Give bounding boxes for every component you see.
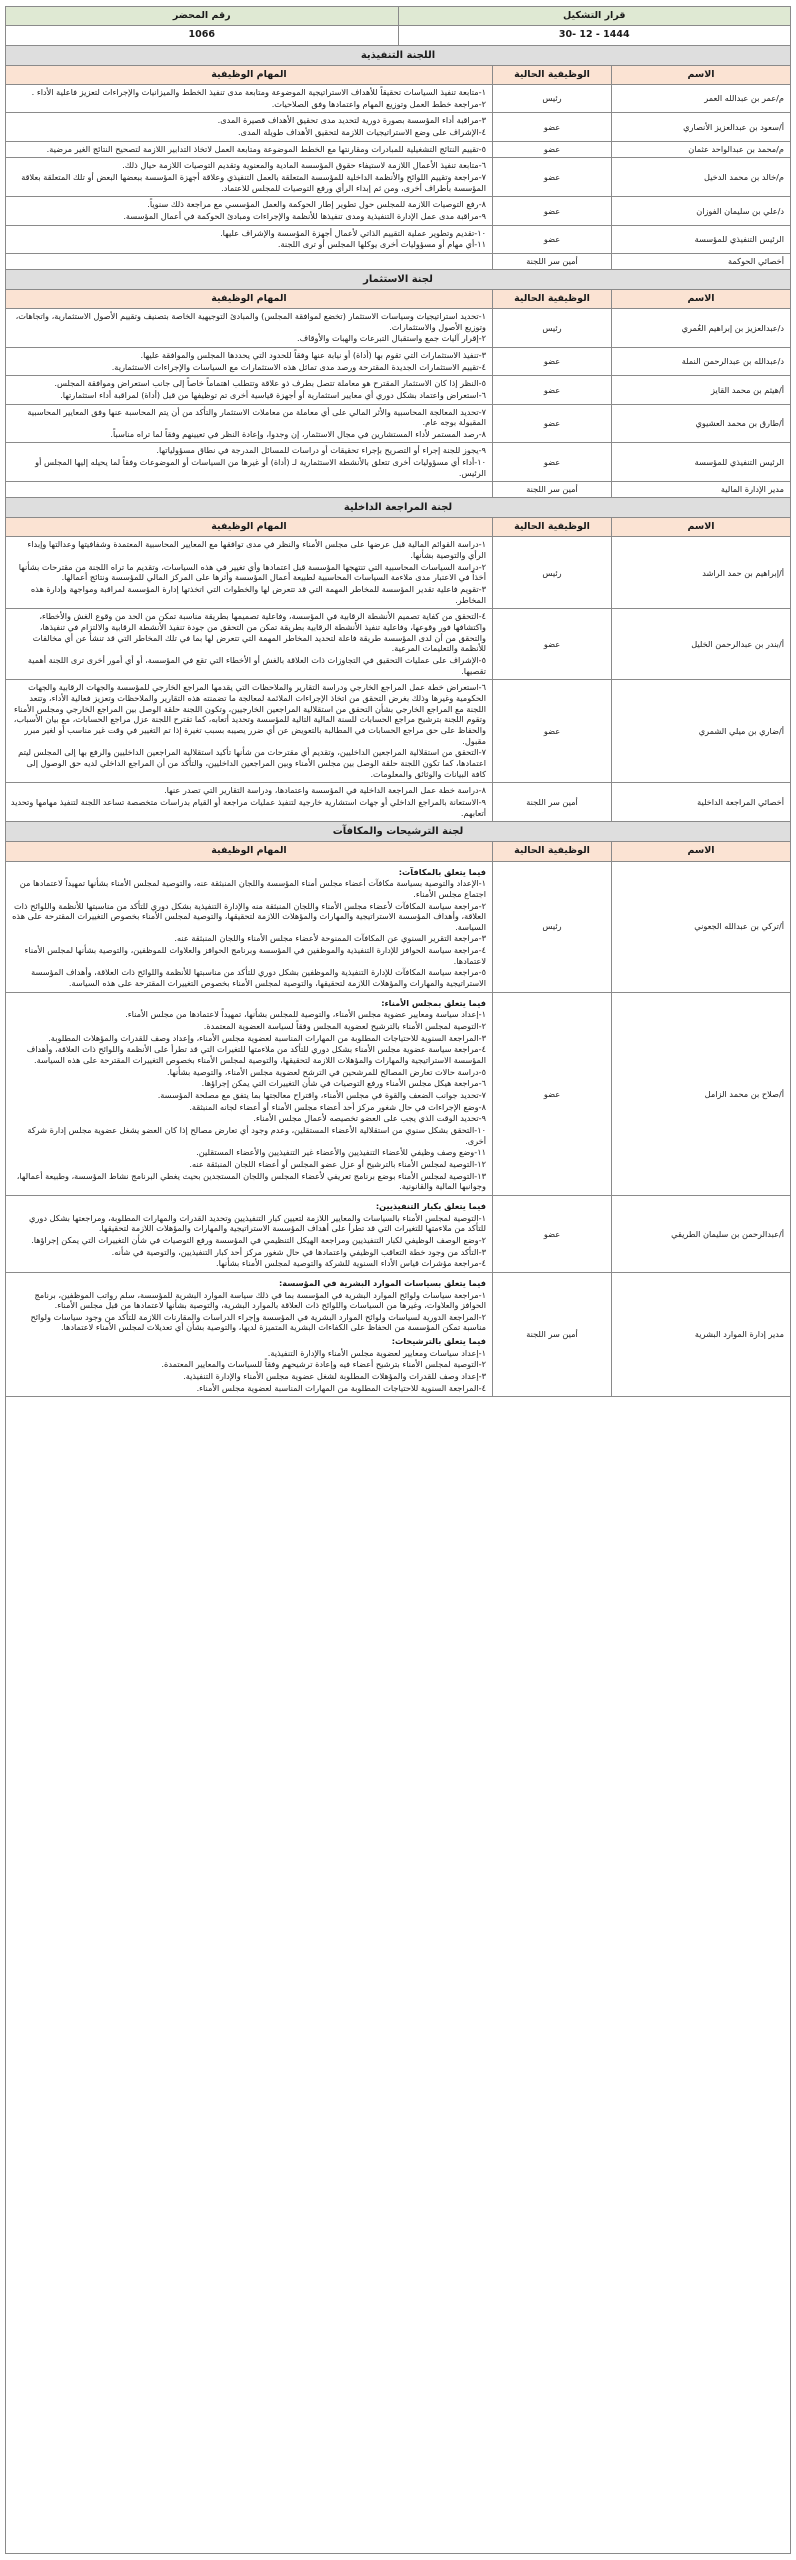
member-role: عضو xyxy=(492,113,612,140)
task-item: ١-الإعداد والتوصية بسياسة مكافآت أعضاء مجلس أمناء المؤسسة واللجان المنبثقة عنه، والتوصية لمجلس الأمناء بشأنها تمهيداً لاعتمادها من اجتماع مجلس الأمناء. xyxy=(19,878,486,899)
member-role: أمين سر اللجنة xyxy=(492,254,612,269)
task-item: ٦-مراجعة هيكل مجلس الأمناء ورفع التوصيات في شأن التغييرات التي يمكن إجراؤها. xyxy=(201,1078,486,1089)
task-item: ٩-تحديد الوقت الذي يجب على العضو تخصيصه لأعمال مجلس الأمناء. xyxy=(253,1113,486,1124)
task-item: ٤-مراجعة سياسة عضوية مجلس الأمناء بشكل دوري للتأكد من ملاءمتها للتغيرات التي قد تطرأ على الأنظمة واللوائح ذات العلاقة، وأهداف المؤسسة الاستراتيجية والمهارات والمؤهلات اللازمة لتحقيقها، والتوصية لمجلس الأمناء بخصوص التغييرات المقترحة على هذه السياسة. xyxy=(26,1044,486,1066)
task-item: ٨-وضع الإجراءات في حال شغور مركز أحد أعضاء مجلس الأمناء أو أعضاء لجانه المنبثقة. xyxy=(189,1101,486,1112)
member-tasks xyxy=(6,309,492,347)
table-row xyxy=(6,862,790,993)
member-tasks xyxy=(6,405,492,443)
column-header-row xyxy=(6,518,790,537)
sections-container xyxy=(6,46,790,1398)
task-item: ٢-التوصية لمجلس الأمناء بالترشيح لعضوية المجلس وفقاً لسياسة العضوية المعتمدة. xyxy=(203,1021,486,1032)
task-item: ٧-تحديد المعالجة المحاسبية والأثر المالي على أي معاملة من معاملات الاستثمار والتأكد من أن يتم المحاسبة عنها وفق المعايير المحاسبية المقبولة بوجه عام. xyxy=(27,406,486,428)
table-row xyxy=(6,197,790,225)
member-tasks xyxy=(6,197,492,224)
task-item: ٢-دراسة السياسات المحاسبية التي تنتهجها المؤسسة قبل اعتمادها وأي تغيير في هذه السياسات، وتقديم ما تراه اللجنة من مقترحات بشأنها أخذاً في الاعتبار مدى ملاءمة السياسات المحاسبية لطبيعة أعمال المؤسسة وأثرها على المركز المالي للمؤسسة ونتائج أعمالها. xyxy=(18,561,486,583)
task-item: ٦-استعراض خطة عمل المراجع الخارجي ودراسة التقارير والملاحظات التي يقدمها المراجع الخارجي للمؤسسة والجهات الرقابية والجهات الحكومية وغيرها وذلك بغرض التحقق من اتخاذ الإجراءات الملائمة لمعالجة ما تضمنته هذه التقارير والملاحظات وتعزيز فعالية الأداء، وتتعد اللجنة مع المراجع الخارجي بشأن التحقق من استقلالية المراجعين الخارجيين، وتكون اللجنة حلقة الوصل بين المراجع الخارجي ومجلس الأمناء وتقوم اللجنة بترشيح مراجع الحسابات للسنة المالية التالية للمؤسسة وتحديد أتعابه، كما تقترح اللجنة عزل مراجع الحسابات، مع بيان الأسباب، والحفاظ على حق مراجع الحسابات في المطالبة بالتعويض عن أي ضرر يصيبه بسبب تغيرة إذا تم التغيير في وقت غير مناسب أو لغير مبرر مقبول. xyxy=(13,682,486,746)
member-tasks xyxy=(6,537,492,608)
member-name: أخصائي المراجعة الداخلية xyxy=(697,796,784,807)
member-tasks xyxy=(6,783,492,821)
member-role: عضو xyxy=(492,226,612,253)
task-item: ٤-المراجعة السنوية للاحتياجات المطلوبة من المهارات المناسبة لعضوية مجلس الأمناء. xyxy=(196,1382,486,1393)
table-row xyxy=(6,348,790,376)
member-role: رئيس xyxy=(492,309,612,347)
member-name: م/عمر بن عبدالله العمر xyxy=(704,93,784,104)
member-name: أخصائي الحوكمة xyxy=(728,255,784,266)
member-name: أ/هيثم بن محمد القايز xyxy=(711,384,784,395)
member-tasks xyxy=(6,993,492,1195)
member-tasks xyxy=(6,254,492,269)
member-name: أ/تركي بن عبدالله الجعوني xyxy=(694,921,784,932)
member-name: م/محمد بن عبدالواحد عثمان xyxy=(688,144,784,155)
task-item: ١-متابعة تنفيذ السياسات تحقيقاً للأهداف الاستراتيجية الموضوعة ومتابعة مدى تنفيذ الخطط والميزانيات والإجراءات لتعزيز فاعلية الأداء . xyxy=(31,87,486,98)
task-item: ٨-رصد المستمر لأداء المستشارين في مجال الاستثمار، إن وجدوا، وإعادة النظر في تعيينهم وفقاً لما تراه مناسباً. xyxy=(110,428,486,439)
task-item: ١٢-التوصية لمجلس الأمناء بالترشيح أو عزل عضو المجلس أو أعضاء اللجان المنبثقة عنه. xyxy=(189,1158,486,1169)
member-role: عضو xyxy=(492,142,612,158)
table-row xyxy=(6,993,790,1196)
member-tasks xyxy=(6,609,492,679)
task-item: ١٣-التوصية لمجلس الأمناء بوضع برنامج تعريفي لأعضاء المجلس واللجان المستجدين بحيث يغطي البرنامج نشاط المؤسسة، وطبيعة أعمالها، وجوانبها المالية والقانونية. xyxy=(16,1170,486,1192)
table-row xyxy=(6,85,790,113)
table-row xyxy=(6,1273,790,1398)
document-header xyxy=(6,7,790,46)
table-row xyxy=(6,1196,790,1273)
member-role: عضو xyxy=(492,1196,612,1272)
column-header-row xyxy=(6,290,790,309)
task-item: ٥-مراجعة سياسة المكافآت للإدارة التنفيذية والموظفين بشكل دوري للتأكد من مناسبتها للأنظمة واللوائح ذات العلاقة، وأهداف المؤسسة الاستراتيجية والمهارات والمؤهلات اللازمة لتحقيقها، والتوصية لمجلس الأمناء بخصوص التغييرات المقترحة على هذه السياسة. xyxy=(31,967,486,989)
task-item: ٥-دراسة حالات تعارض المصالح للمرشحين في الترشح لعضوية مجلس الأمناء، والتوصية بشأنها. xyxy=(167,1066,486,1077)
member-tasks xyxy=(6,1196,492,1272)
task-item: ٢-المراجعة الدورية لسياسات ولوائح الموارد البشرية في المؤسسة وإجراء الدراسات والمقارنات اللازمة للتأكد من وجود سياسات ولوائح مناسبة تمكن المؤسسة من الحفاظ على الكفاءات البشرية المتميزة لديها، والتوصية بشأن أي تعديلات لمجلس الأمناء لاعتمادها. xyxy=(30,1311,486,1333)
task-group-heading: فيما يتعلق بسياسات الموارد البشرية في المؤسسة: xyxy=(279,1277,486,1288)
task-item: ٣-إعداد وصف للقدرات والمؤهلات المطلوبة لشغل عضوية مجلس الأمناء والإدارة التنفيذية. xyxy=(183,1371,486,1382)
task-item: ١-إعداد سياسات ومعايير لعضوية مجلس الأمناء والإدارة التنفيذية. xyxy=(267,1347,486,1358)
task-item: ١-دراسة القوائم المالية قبل عرضها على مجلس الأمناء والنظر في مدى توافقها مع المعايير المحاسبية المعتمدة وشفافيتها وعدالتها وإبداء الرأي والتوصية بشأنها. xyxy=(27,539,486,561)
column-header-tasks: المهام الوظيفية xyxy=(211,521,287,533)
task-item: ٥-النظر إذا كان الاستثمار المقترح هو معاملة تتصل بطرف ذو علاقة وتتطلب اهتماماً خاصاً إلى جانب استعراض وموافقة المجلس. xyxy=(54,378,486,389)
task-item: ١-التوصية لمجلس الأمناء بالسياسات والمعايير اللازمة لتعيين كبار التنفيذيين وتحديد القدرات والمهارات المطلوبة، ومراجعتها بشكل دوري للتأكد من ملاءمتها للتغيرات التي قد تطرأ على أهداف المؤسسة الاستراتيجية والمهارات والمؤهلات اللازمة لتحقيقها. xyxy=(29,1212,486,1234)
task-group-heading: فيما يتعلق بالمكافآت: xyxy=(398,866,486,877)
member-tasks xyxy=(6,376,492,403)
column-header-name: الاسم xyxy=(687,292,715,304)
member-role: عضو xyxy=(492,680,612,782)
task-item: ١٠-التحقق بشكل سنوي من استقلالية الأعضاء المستقلين، وعدم وجود أي تعارض مصالح إذا كان العضو يشغل عضوية مجلس إدارة شركة أخرى. xyxy=(27,1124,486,1146)
member-tasks xyxy=(6,680,492,782)
task-item: ٩-مراقبة مدى عمل الإدارة التنفيذية ومدى تنفيذها للأنظمة والإجراءات ومبادئ الحوكمة في أعمال المؤسسة. xyxy=(123,210,486,221)
member-name: أ/إبراهيم بن حمد الراشد xyxy=(702,567,784,578)
member-role: عضو xyxy=(492,348,612,375)
task-item: ٣-مراجعة التقرير السنوي عن المكافآت الممنوحة لأعضاء مجلس الأمناء واللجان المنبثقة عنه. xyxy=(174,933,486,944)
table-row xyxy=(6,376,790,404)
column-header-row xyxy=(6,66,790,85)
task-item: ٦-استعراض واعتماد بشكل دوري أي معايير استثمارية أو أجهزة قياسية أخرى تم توظيفها من قبل (أداة) لمراقبة أداء استثمارتها. xyxy=(60,389,486,400)
member-name: أ/صلاح بن محمد الزامل xyxy=(704,1088,784,1099)
table-row xyxy=(6,158,790,197)
task-item: ١١-أي مهام أو مسؤوليات أخرى يوكلها المجلس أو ترى اللجنة. xyxy=(277,239,486,250)
decision-value: 1444 - 12 -30 xyxy=(558,29,630,41)
member-name: أ/بندر بن عبدالرحمن الخليل xyxy=(691,639,784,650)
member-tasks xyxy=(6,226,492,253)
task-item: ٦-متابعة تنفيذ الأعمال اللازمة لاستيفاء حقوق المؤسسة المادية والمعنوية وتقديم التوصيات اللازمة حيال ذلك. xyxy=(122,160,486,171)
task-item: ٢-مراجعة سياسة المكافآت لأعضاء مجلس الأمناء واللجان المنبثقة منه والإدارة التنفيذية بشكل دوري للتأكد من مناسبتها للأنظمة واللوائح ذات العلاقة، وأهداف المؤسسة الاستراتيجية والمهارات والمؤهلات اللازمة لتحقيقها، والتوصية لمجلس الأمناء بخصوص التغييرات المقترحة على هذه السياسة. xyxy=(12,900,486,932)
member-role: عضو xyxy=(492,993,612,1195)
task-item: ٩-يجوز للجنة إجراء أو التصريح بإجراء تحقيقات أو دراسات للمسائل المدرجة في نطاق مسؤولياتها. xyxy=(156,445,486,456)
task-group-heading: فيما يتعلق بالترشيحات: xyxy=(391,1336,486,1347)
table-row xyxy=(6,113,790,141)
table-row xyxy=(6,226,790,254)
member-role: عضو xyxy=(492,158,612,196)
member-tasks xyxy=(6,85,492,112)
section-title: لجنة الاستثمار xyxy=(6,270,790,290)
member-name: أ/ضاري بن ميلي الشمري xyxy=(698,725,784,736)
member-role: رئيس xyxy=(492,862,612,992)
task-item: ٢-التوصية لمجلس الأمناء بترشيح أعضاء فيه وإعادة ترشيحهم وفقاً للسياسات والمعايير المعتمدة. xyxy=(161,1359,486,1370)
table-row xyxy=(6,309,790,348)
minutes-value: 1066 xyxy=(188,29,215,41)
task-item: ٨-رفع التوصيات اللازمة للمجلس حول تطوير إطار الحوكمة والعمل المؤسسي مع مراجعة ذلك سنوياً. xyxy=(147,199,486,210)
member-role: عضو xyxy=(492,405,612,443)
task-item: ١٠-أداء أي مسؤوليات أخرى تتعلق بالأنشطة الاستثمارية لـ (أداة) أو غيرها من السياسات أو الموضوعات وفقاً لما يحيله إليها المجلس أو الرئيس. xyxy=(35,457,486,478)
member-role: أمين سر اللجنة xyxy=(492,783,612,821)
member-name: الرئيس التنفيذي للمؤسسة xyxy=(694,457,784,468)
member-role: عضو xyxy=(492,376,612,403)
column-header-tasks: المهام الوظيفية xyxy=(211,292,287,304)
task-item: ٧-تحديد جوانب الضعف والقوة في مجلس الأمناء، واقتراح معالجتها بما يتفق مع مصلحة المؤسسة. xyxy=(157,1090,486,1100)
column-header-row xyxy=(6,842,790,861)
task-item: ١١-وضع وصف وظيفي للأعضاء التنفيذيين والأعضاء غير التنفيذيين والأعضاء المستقلين. xyxy=(196,1147,486,1158)
column-header-name: الاسم xyxy=(687,68,715,80)
column-header-tasks: المهام الوظيفية xyxy=(211,68,287,80)
member-role: عضو xyxy=(492,609,612,679)
column-header-role: الوظيفية الحالية xyxy=(492,842,612,860)
member-name: مدير إدارة الموارد البشرية xyxy=(694,1329,784,1340)
task-item: ٩-الاستعانة بالمراجع الداخلي أو جهات استشارية خارجية لتنفيذ عمليات مراجعة أو القيام بدراسات متخصصة تساعد اللجنة لتنفيذ مهامها وتحديد أتعابهم. xyxy=(10,796,486,818)
table-row xyxy=(6,609,790,680)
member-role: أمين سر اللجنة xyxy=(492,1273,612,1397)
member-name: أ/عبدالرحمن بن سليمان الطريقي xyxy=(671,1228,784,1239)
task-item: ٤-مراجعة مؤشرات قياس الأداء السنوية للشركة والتوصية لمجلس الأمناء بشأنها. xyxy=(216,1258,486,1269)
table-row xyxy=(6,537,790,609)
task-item: ١٠-تقديم وتطوير عملية التقييم الذاتي لأعمال أجهزة المؤسسة والإشراف عليها. xyxy=(220,227,486,238)
committees-table xyxy=(5,6,791,2554)
task-item: ٣-المراجعة السنوية للاحتياجات المطلوبة من المهارات المناسبة لعضوية مجلس الأمناء، وإعداد وصف للقدرات والمؤهلات المطلوبة. xyxy=(48,1032,486,1043)
task-item: ٧-مراجعة وتقييم اللوائح والأنظمة الداخلية للمؤسسة المتعلقة بالعمل التنفيذي وعلاقة أجهزة المؤسسة ببعضها البعض أو تلك المتعلقة بعلاقة المؤسسة بأطراف أخرى، ومن ثم إبداء الرأي ورفع التوصيات للمجلس للاعتماد. xyxy=(21,171,486,193)
member-name: د/علي بن سليمان الفوزان xyxy=(696,205,784,216)
member-tasks xyxy=(6,443,492,481)
task-item: ٤-مراجعة سياسة الحوافز للإدارة التنفيذية والموظفين في المؤسسة وبرنامج الحوافز والعلاوات للموظفين، والتوصية بشأنها لمجلس الأمناء لاعتمادها. xyxy=(24,945,486,966)
member-tasks xyxy=(6,348,492,375)
member-name: د/عبدالعزيز بن إبراهيم العُمري xyxy=(681,322,784,333)
column-header-role: الوظيفية الحالية xyxy=(492,290,612,308)
column-header-role: الوظيفية الحالية xyxy=(492,66,612,84)
table-row xyxy=(6,142,790,159)
task-item: ٢-وضع الوصف الوظيفي لكبار التنفيذيين ومراجعة الهيكل التنظيمي في المؤسسة ورفع التوصيات في شأن التغييرات التي يمكن إجراؤها. xyxy=(31,1234,486,1245)
member-role: أمين سر اللجنة xyxy=(492,482,612,497)
task-group-heading: فيما يتعلق بمجلس الأمناء: xyxy=(381,997,486,1008)
member-tasks xyxy=(6,482,492,497)
member-name: الرئيس التنفيذي للمؤسسة xyxy=(694,233,784,244)
member-name: مدير الإدارة المالية xyxy=(720,484,784,495)
task-item: ٨-دراسة خطة عمل المراجعة الداخلية في المؤسسة واعتمادها، ودراسة التقارير التي تصدر عنها. xyxy=(164,785,486,796)
task-item: ٤-التحقق من كفاية تصميم الأنشطة الرقابية في المؤسسة، وفاعلية تصميمها بطريقة مناسبة تمكن من الحد من وقوع الغش والأخطاء، واكتشافها فور وقوعها، وفاعلية تنفيذ الأنشطة الرقابية بطريقة تمكن من التحقق من جودة تنفيذ الأنشطة الرقابية والالتزام في تنفيذها، والتحقق من أن لدى المؤسسة طريقة فاعلة لتحديد المخاطر المهمة التي تتعرض لها بما في تلك المخاطر التي قد تنشأ عن أي مخالفات للأنظمة والتعليمات المرعية. xyxy=(32,611,486,654)
table-row xyxy=(6,443,790,482)
task-item: ٤-تقييم الاستثمارات الجديدة المقترحة ورصد مدى تماثل هذه الاستثمارات مع السياسات والإجراءات الاستثمارية. xyxy=(111,361,486,372)
member-role: رئيس xyxy=(492,85,612,112)
table-row xyxy=(6,405,790,444)
task-item: ٣-تنفيذ الاستثمارات التي تقوم بها (أداة) أو نيابة عنها وفقاً للحدود التي يحددها المجلس والموافقة عليها. xyxy=(140,349,486,360)
table-row xyxy=(6,680,790,783)
task-item: ٥-الإشراف على عمليات التحقيق في التجاوزات ذات العلاقة بالغش أو الأخطاء التي تقع في المؤسسة، أو أي أمور أخرى ترى اللجنة أهمية تقصيها. xyxy=(27,655,486,676)
minutes-label: رقم المحضر xyxy=(6,7,398,26)
task-item: ١-إعداد سياسة ومعايير عضوية مجلس الأمناء، والتوصية للمجلس بشأنها، تمهيداً لاعتمادها من مجلس الأمناء. xyxy=(125,1009,486,1020)
task-item: ٥-تقييم النتائج التشغيلية للمبادرات ومقارنتها مع الخطط الموضوعة ومتابعة العمل لاتخاذ التدابير اللازمة لتصحيح النتائج الغير مرضية. xyxy=(46,143,486,154)
decision-label: قرار التشكيل xyxy=(399,7,791,26)
table-row xyxy=(6,783,790,822)
member-name: أ/طارق بن محمد العشيوي xyxy=(695,418,784,429)
member-tasks xyxy=(6,862,492,992)
task-item: ٧-التحقق من استقلالية المراجعين الداخليين، وتقديم أي مقترحات من شأنها تأكيد استقلالية المراجعين الداخليين والرفع بها إلى المجلس ليتم اعتمادها، كما تكون اللجنة حلقة الوصل بين مجلس الأمناء وبين المراجعين الداخليين، والتأكد من أن المراجع الداخلي لديه حق الوصول إلى كافة البيانات والوثائق والمعلومات. xyxy=(18,747,486,779)
member-name: أ/سعود بن عبدالعزيز الأنصاري xyxy=(683,121,784,132)
member-tasks xyxy=(6,1273,492,1397)
task-item: ١-تحديد استراتيجيات وسياسات الاستثمار (تخضع لموافقة المجلس) والمبادئ التوجيهية الخاصة بتصنيف وتقييم الأصول الاستثمارية، واتجاهات، وتوزيع الأصول والاستثمارات. xyxy=(15,310,486,332)
member-name: د/عبدالله بن عبدالرحمن النملة xyxy=(681,356,784,367)
task-item: ٣-مراقبة أداء المؤسسة بصورة دورية لتحديد مدى تحقيق الأهداف قصيرة المدى. xyxy=(217,115,486,126)
task-item: ٢-مراجعة خطط العمل وتوزيع المهام واعتمادها وفق الصلاحيات. xyxy=(271,98,486,109)
member-role: رئيس xyxy=(492,537,612,608)
member-role: عضو xyxy=(492,443,612,481)
column-header-name: الاسم xyxy=(687,845,715,857)
member-name: م/خالد بن محمد الدخيل xyxy=(704,171,784,182)
member-tasks xyxy=(6,158,492,196)
task-item: ٤-الإشراف على وضع الاستراتيجيات اللازمة لتحقيق الأهداف طويلة المدى. xyxy=(237,127,486,137)
task-item: ٣-تقويم فاعلية تقدير المؤسسة للمخاطر المهمة التي قد تتعرض لها والخطوات التي اتخذتها إدارة المؤسسة لمراقبة ومواجهة وإدارة هذه المخاطر. xyxy=(30,584,486,605)
decision-cell xyxy=(399,7,791,45)
section-title: اللجنة التنفيذية xyxy=(6,46,790,66)
section-title: لجنة الترشيحات والمكافآت xyxy=(6,822,790,842)
member-tasks xyxy=(6,113,492,140)
column-header-role: الوظيفية الحالية xyxy=(492,518,612,536)
task-item: ١-مراجعة سياسات ولوائح الموارد البشرية في المؤسسة بما في ذلك سياسة الموارد البشرية للمؤسسة، سلم رواتب الموظفين، برنامج الحوافز والعلاوات، وغيرها من السياسات واللوائح ذات العلاقة بالموارد البشرية، والتوصية بشأنها لاعتمادها من قبل مجلس الأمناء. xyxy=(34,1289,486,1311)
member-role: عضو xyxy=(492,197,612,224)
minutes-cell xyxy=(6,7,399,45)
task-group-heading: فيما يتعلق بكبار التنفيذيين: xyxy=(375,1200,486,1211)
member-tasks xyxy=(6,142,492,158)
column-header-tasks: المهام الوظيفية xyxy=(211,845,287,857)
column-header-name: الاسم xyxy=(687,521,715,533)
table-row xyxy=(6,482,790,498)
table-row xyxy=(6,254,790,270)
section-title: لجنة المراجعة الداخلية xyxy=(6,498,790,518)
task-item: ٢-إقرار آليات جمع واستقبال التبرعات والهبات والأوقاف. xyxy=(297,333,486,344)
task-item: ٣-التأكد من وجود خطة التعاقب الوظيفي واعتمادها في حال شغور مركز أحد كبار التنفيذيين، والتوصية في شأنه. xyxy=(111,1246,486,1257)
